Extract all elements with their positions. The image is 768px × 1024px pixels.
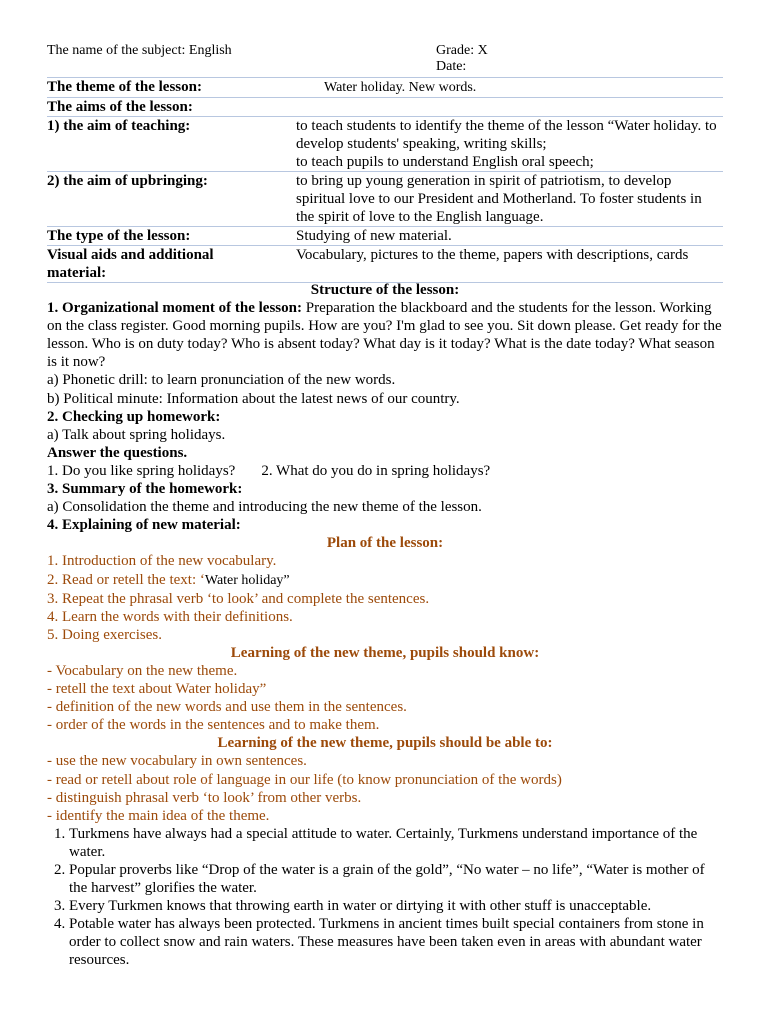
plan-item: 3. Repeat the phrasal verb ‘to look’ and complete the sentences. [47,590,430,607]
questions-line [47,462,723,480]
plan-item: 1. Introduction of the new vocabulary. [47,553,277,570]
meta-value: Water holiday. New words. [296,78,723,98]
meta-key: The theme of the lesson: [47,78,296,98]
able-item: - distinguish phrasal verb ‘to look’ from other verbs. [47,789,362,806]
section-heading: 2. Checking up homework: [47,408,221,425]
meta-value: Vocabulary, pictures to the theme, papers with descriptions, cards [296,246,723,283]
section-heading: 3. Summary of the homework: [47,481,243,498]
facts-list [47,825,723,970]
section-text: Preparation the blackboard and the students for the lesson. Working on the class register. Good morning pupils. How are you? I'm glad to see you. Sit down please. Get ready for the lesson. Who is on duty today? Who is absent today? What day is it today? What is the date today? What season is it now? [47,300,722,371]
grade-line: Grade: X [436,43,488,58]
question-1: 1. Do you like spring holidays? [47,462,236,479]
organizational-paragraph [47,299,723,371]
question-2: 2. What do you do in spring holidays? [261,462,491,479]
know-item: - definition of the new words and use them in the sentences. [47,699,407,716]
date-line: Date: [436,59,467,74]
meta-value: Studying of new material. [296,227,723,246]
plan-item [47,571,723,590]
grade-date-block [436,43,488,75]
lesson-body [47,281,723,970]
able-item: - identify the main idea of the theme. [47,807,270,824]
plan-item-text: 2. Read or retell the text: ‘ [47,571,205,588]
meta-row [47,78,723,98]
meta-row [47,227,723,246]
plan-item: 4. Learn the words with their definitions. [47,608,293,625]
know-item: - order of the words in the sentences and to make them. [47,717,380,734]
meta-value: to teach students to identify the theme of the lesson “Water holiday. to develop students' speaking, writing skills; to teach pupils to understand English oral speech; [296,117,723,172]
structure-title: Structure of the lesson: [310,282,460,298]
meta-row [47,172,723,227]
answer-heading: Answer the questions. [47,444,188,461]
meta-row [47,117,723,172]
section-heading: 4. Explaining of new material: [47,517,241,534]
meta-key: 1) the aim of teaching: [47,117,296,172]
fact-item: 4. Potable water has always been protected. Turkmens in ancient times built special containers from stone in order to collect snow and rain waters. These measures have been taken even in areas with abundant water resources. [69,915,723,969]
fact-item: 3. Every Turkmen knows that throwing earth in water or dirtying it with other stuff is unacceptable. [69,897,723,915]
subject-line: The name of the subject: English [47,43,232,58]
know-item: - Vocabulary on the new theme. [47,662,238,679]
meta-key: The aims of the lesson: [47,98,296,117]
section-heading: 1. Organizational moment of the lesson: [47,300,302,317]
meta-value [296,98,723,117]
meta-value: to bring up young generation in spirit of patriotism, to develop spiritual love to our President and Motherland. To foster students in the spirit of love to the English language. [296,172,723,227]
know-item: - retell the text about Water holiday” [47,681,267,698]
meta-key: 2) the aim of upbringing: [47,172,296,227]
phonetic-drill: a) Phonetic drill: to learn pronunciation of the new words. [47,372,396,389]
fact-item: 2. Popular proverbs like “Drop of the water is a grain of the gold”, “No water – no life”, “Water is mother of the harvest” glorifies the water. [69,861,723,897]
know-title: Learning of the new theme, pupils should know: [230,644,540,661]
plan-item-title: Water holiday” [204,572,290,588]
able-item: - use the new vocabulary in own sentences. [47,753,307,770]
meta-row [47,98,723,117]
able-item: - read or retell about role of language in our life (to know pronunciation of the words) [47,771,562,788]
plan-item: 5. Doing exercises. [47,626,162,643]
fact-item: 1. Turkmens have always had a special attitude to water. Certainly, Turkmens understand importance of the water. [69,825,723,861]
meta-row [47,246,723,283]
meta-key: The type of the lesson: [47,227,296,246]
meta-key: Visual aids and additional material: [47,246,296,283]
able-title: Learning of the new theme, pupils should be able to: [217,735,553,752]
political-minute: b) Political minute: Information about the latest news of our country. [47,390,460,407]
plan-title: Plan of the lesson: [326,535,444,552]
homework-item: a) Talk about spring holidays. [47,426,226,443]
lesson-meta-table [47,77,723,283]
summary-item: a) Consolidation the theme and introducing the new theme of the lesson. [47,499,482,516]
